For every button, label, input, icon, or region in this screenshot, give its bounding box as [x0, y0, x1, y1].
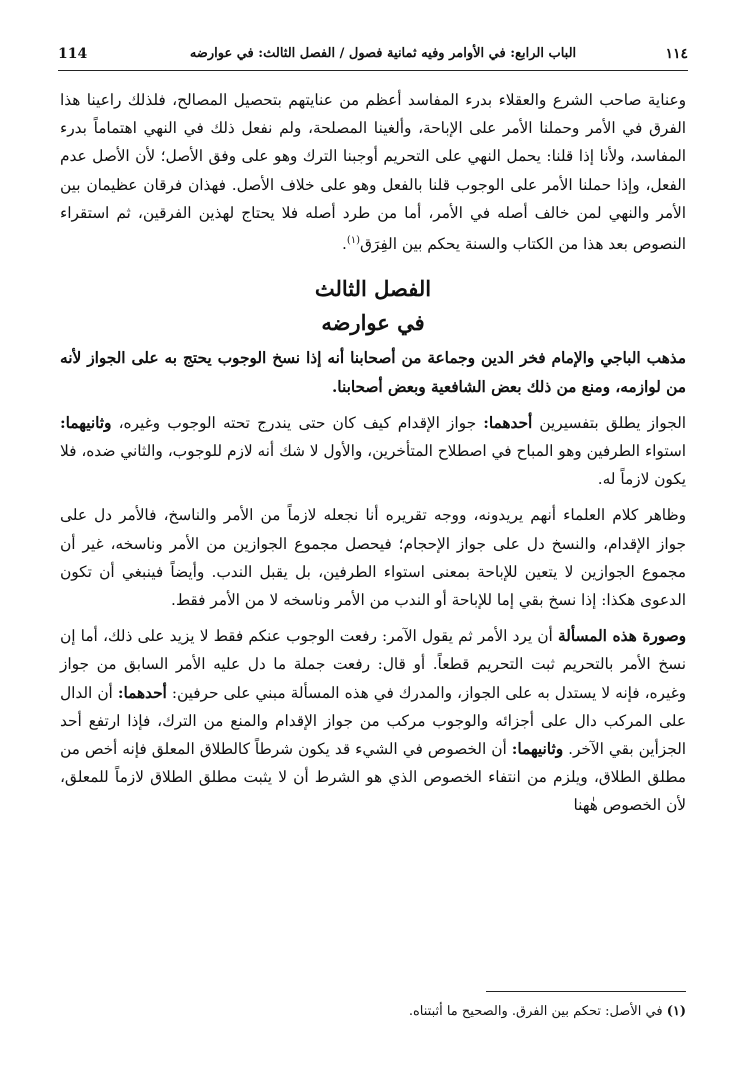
footnote-rule	[486, 991, 686, 992]
bold-term: أحدهما:	[117, 683, 167, 702]
footnote	[60, 1002, 686, 1022]
chapter-subtitle: في عوارضه	[321, 310, 425, 336]
bold-term: أحدهما:	[483, 413, 533, 432]
running-title: الباب الرابع: في الأوامر وفيه ثمانية فصول / الفصل الثالث: في عوارضه	[189, 46, 577, 61]
bold-term: وثانيهما:	[60, 413, 112, 432]
bold-term: وصورة هذه المسألة	[557, 627, 686, 646]
running-header	[58, 44, 688, 70]
paragraph-issue-form	[60, 622, 686, 819]
text-run: أن الدال على المركب دال على أجزائه والوجوب مركب من جواز الإقدام والمنع من الترك، فإذا ارتفع أحد الجزأين بقي الآخر.	[60, 683, 687, 758]
header-rule	[58, 70, 688, 71]
page-number-arabic: ١١٤	[665, 46, 688, 62]
paragraph-continuation	[60, 86, 686, 258]
footnote-ref[interactable]: (١)	[346, 235, 361, 247]
chapter-title: الفصل الثالث	[314, 276, 432, 302]
paragraph-two-meanings	[60, 409, 686, 494]
footnote-text: في الأصل: تحكم بين الفرق. والصحيح ما أثبتناه.	[408, 1004, 663, 1019]
bold-term: وثانيهما:	[511, 739, 564, 758]
text-run: الجواز يطلق بتفسيرين	[539, 413, 686, 432]
page-number-latin: 114	[58, 46, 88, 62]
paragraph-text: وعناية صاحب الشرع والعقلاء بدرء المفاسد أعظم من عنايتهم بتحصيل المصالح، فلذلك راعينا هذا الفرق في الأمر وحملنا الأمر على الإباحة، وألغينا المصلحة، ولم نفعل ذلك في النهي اهتماماً بدرء المفاسد، ولأنا إذا قلنا: يحمل النهي على التحريم أوجبنا الترك وهو على وفق الأصل؛ لأن الأصل عدم الفعل، وإذا حملنا الأمر على الوجوب قلنا بالفعل وهو على خلاف الأصل. فهذان فرقان عظيمان بين الأمر والنهي لمن خالف أصله في الأمر، أما من طرد أصله فلا يحتاج لهذين الفرقين، ثم استقراء النصوص بعد هذا من الكتاب والسنة يحكم بين الفِرَق	[60, 91, 686, 254]
text-run: استواء الطرفين وهو المباح في اصطلاح المتأخرين، والأول لا شك أنه لازم للوجوب، والثاني ضده، فلا يكون لازماً له.	[60, 441, 686, 489]
text-run: جواز الإقدام كيف كان حتى يندرج تحته الوجوب وغيره،	[111, 413, 484, 432]
footnote-marker: (١)	[666, 1004, 686, 1019]
text-run: أن يرد الأمر ثم يقول الآمر: رفعت الوجوب عنكم فقط لا يزيد على ذلك، أما إن نسخ الأمر بالتحريم ثبت التحريم قطعاً. أو قال: رفعت جملة ما دل عليه الأمر السابق من جواز وغيره، فإنه لا يستدل به على الجواز، والمدرك في هذه المسألة مبني على حرفين:	[60, 627, 687, 702]
paragraph-end: .	[341, 235, 347, 254]
matn-paragraph: مذهب الباجي والإمام فخر الدين وجماعة من أصحابنا أنه إذا نسخ الوجوب يحتج به على الجواز لأنه من لوازمه، ومنع من ذلك بعض الشافعية وبعض أصحابنا.	[60, 349, 686, 396]
paragraph-scholars: وظاهر كلام العلماء أنهم يريدونه، ووجه تقريره أنا نجعله لازماً من الأمر والناسخ، فالأمر دل على جواز الإقدام، والنسخ دل على جواز الإحجام؛ فيحصل مجموع الجوازين من الأمر وناسخه، غير أن مجموع الجوازين لا يتعين للإباحة بمعنى استواء الطرفين، بل يقبل الندب. وأيضاً فينبغي أن تكون الدعوى هكذا: إذا نسخ بقي إما للإباحة أو الندب من الأمر وناسخه لا من الأمر فقط.	[60, 506, 686, 609]
text-run: أن الخصوص في الشيء قد يكون شرطاً كالطلاق المعلق فإنه أخص من مطلق الطلاق، ويلزم من انتفاء الخصوص الذي هو الشرط أن لا يثبت مطلق الطلاق لازماً للمعلق، لأن الخصوص هٰهنا	[60, 739, 686, 815]
main-text	[60, 86, 686, 820]
